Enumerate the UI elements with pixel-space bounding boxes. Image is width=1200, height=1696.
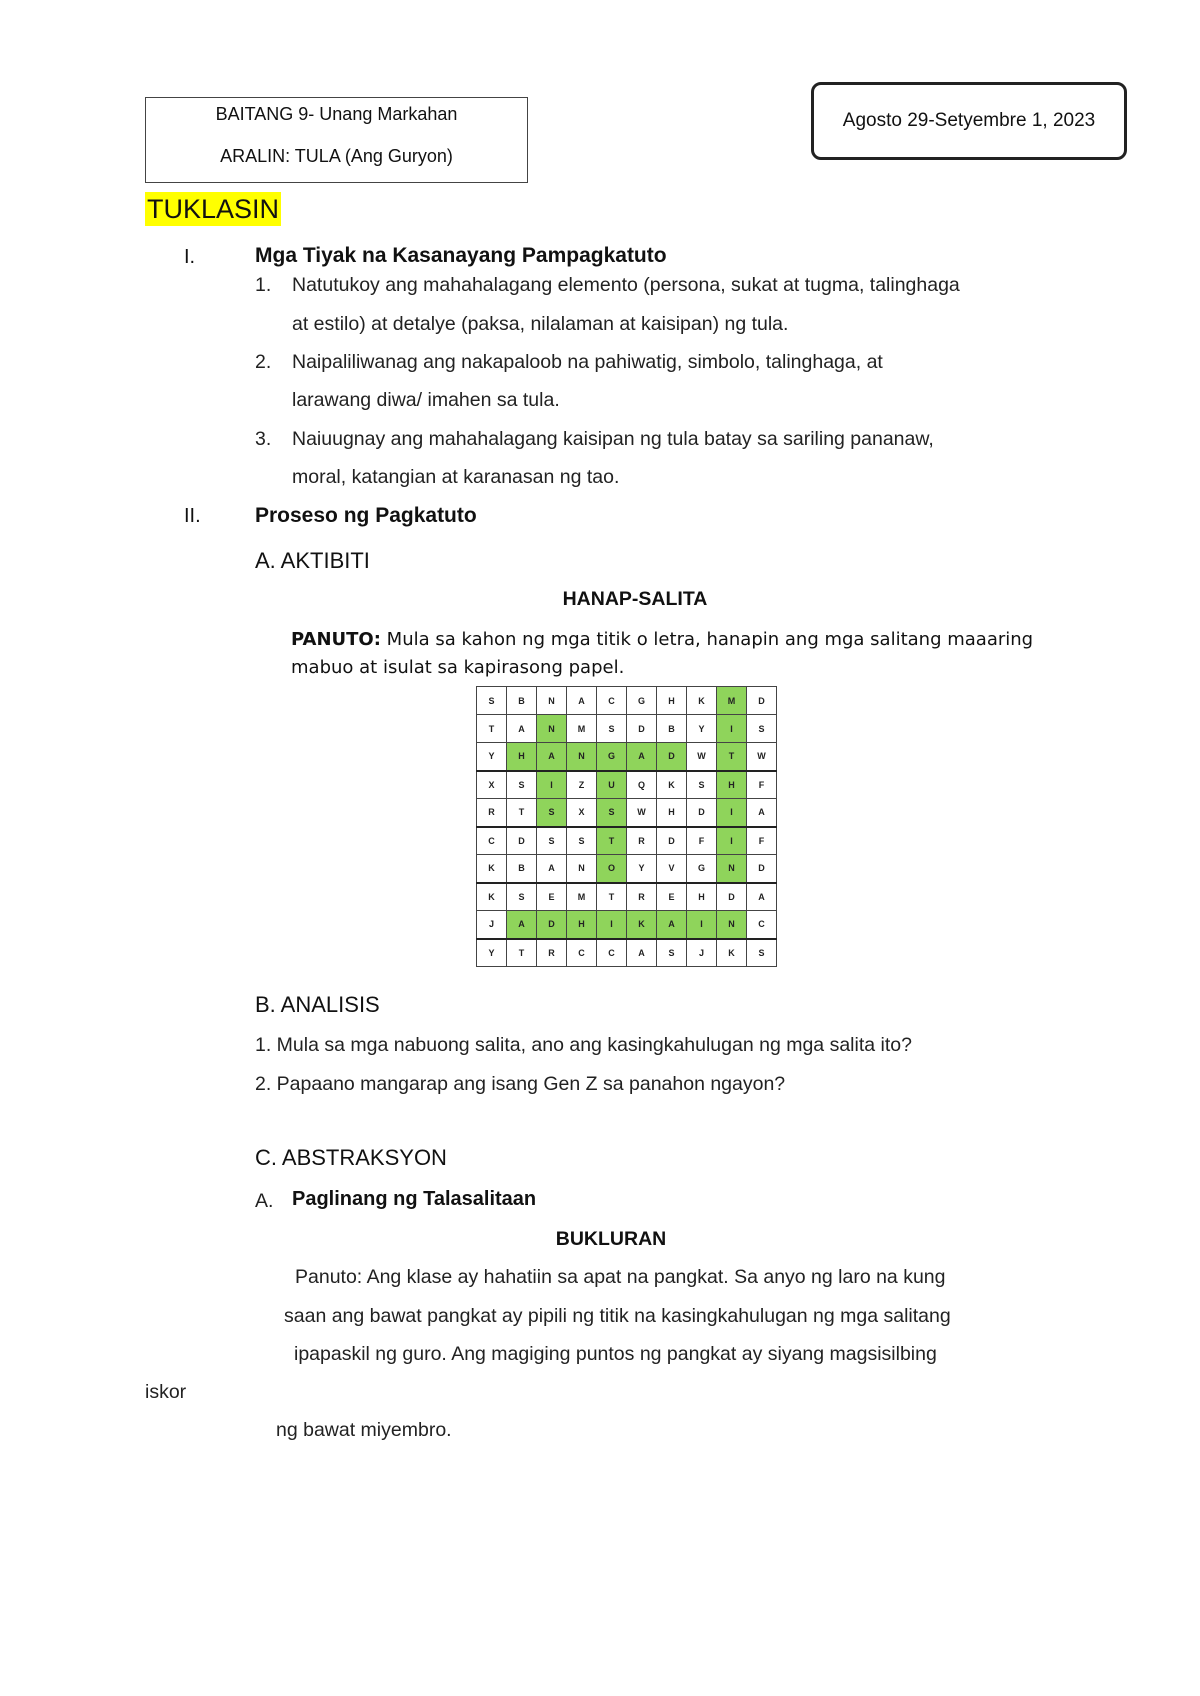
grid-cell: C <box>477 827 507 855</box>
grid-cell: E <box>657 883 687 911</box>
grid-cell: G <box>627 687 657 715</box>
grid-cell: Y <box>477 939 507 967</box>
grid-cell: D <box>537 911 567 939</box>
grid-cell: H <box>507 743 537 771</box>
grade-line: BAITANG 9- Unang Markahan <box>215 104 458 124</box>
grid-cell: D <box>687 799 717 827</box>
grid-cell: N <box>537 715 567 743</box>
grid-cell: E <box>537 883 567 911</box>
objective-2-line1: Naipaliliwanag ang nakapaloob na pahiwatig, simbolo, talinghaga, at <box>292 351 883 373</box>
grid-cell: U <box>597 771 627 799</box>
grid-cell: X <box>567 799 597 827</box>
grid-cell: J <box>687 939 717 967</box>
grid-cell: D <box>717 883 747 911</box>
part2-title: Proseso ng Pagkatuto <box>255 504 477 527</box>
grid-cell: C <box>597 687 627 715</box>
grid-cell: R <box>537 939 567 967</box>
abstraksyon-sub-title: Paglinang ng Talasalitaan <box>292 1188 537 1210</box>
objective-3-line1: Naiuugnay ang mahahalagang kaisipan ng tula batay sa sariling pananaw, <box>292 428 934 450</box>
bukluran-line-2: saan ang bawat pangkat ay pipili ng titik na kasingkahulugan ng mga salitang <box>284 1305 951 1327</box>
grid-cell: H <box>567 911 597 939</box>
grid-row <box>477 911 777 939</box>
date-box <box>811 82 1127 160</box>
grid-cell: D <box>657 827 687 855</box>
grid-cell: J <box>477 911 507 939</box>
analisis-heading: B. ANALISIS <box>255 992 380 1017</box>
grid-cell: T <box>597 827 627 855</box>
lesson-line: ARALIN: TULA (Ang Guryon) <box>220 146 453 166</box>
objective-2-line2: larawang diwa/ imahen sa tula. <box>292 389 560 411</box>
part1-title: Mga Tiyak na Kasanayang Pampagkatuto <box>255 244 667 267</box>
header-box <box>145 97 528 183</box>
grid-cell: N <box>567 743 597 771</box>
grid-cell: B <box>657 715 687 743</box>
grid-cell: Q <box>627 771 657 799</box>
grid-cell: I <box>537 771 567 799</box>
date-text: Agosto 29-Setyembre 1, 2023 <box>842 110 1096 131</box>
grid-cell: S <box>507 771 537 799</box>
grid-cell: I <box>717 799 747 827</box>
bukluran-line-3: ipapaskil ng guro. Ang magiging puntos ng pangkat ay siyang magsisilbing <box>294 1343 937 1365</box>
hanap-salita-title: HANAP-SALITA <box>562 588 708 610</box>
grid-cell: A <box>537 743 567 771</box>
part2-numeral: II. <box>184 505 201 527</box>
grid-cell: K <box>717 939 747 967</box>
grid-cell: S <box>477 687 507 715</box>
grid-cell: G <box>687 855 717 883</box>
grid-cell: H <box>717 771 747 799</box>
grid-cell: H <box>657 687 687 715</box>
grid-cell: M <box>567 883 597 911</box>
objective-1-line2: at estilo) at detalye (paksa, nilalaman at kaisipan) ng tula. <box>292 313 789 335</box>
bukluran-line-4: iskor <box>145 1381 187 1403</box>
part1-numeral: I. <box>184 246 196 268</box>
grid-row <box>477 799 777 827</box>
grid-cell: A <box>747 883 777 911</box>
grid-cell: K <box>627 911 657 939</box>
grid-row <box>477 687 777 715</box>
grid-cell: Y <box>627 855 657 883</box>
grid-cell: C <box>567 939 597 967</box>
grid-row <box>477 827 777 855</box>
grid-cell: S <box>687 771 717 799</box>
grid-cell: R <box>627 883 657 911</box>
grid-cell: M <box>567 715 597 743</box>
grid-cell: S <box>537 827 567 855</box>
bukluran-title: BUKLURAN <box>555 1228 667 1250</box>
grid-cell: S <box>747 715 777 743</box>
objective-1-line1: Natutukoy ang mahahalagang elemento (persona, sukat at tugma, talinghaga <box>292 274 960 296</box>
grid-cell: O <box>597 855 627 883</box>
aktibiti-instructions <box>291 626 1053 682</box>
grid-cell: H <box>687 883 717 911</box>
grid-cell: T <box>717 743 747 771</box>
grid-cell: S <box>597 715 627 743</box>
grid-cell: K <box>477 855 507 883</box>
panuto-text: Mula sa kahon ng mga titik o letra, hanapin ang mga salitang maaaring mabuo at isulat sa kapirasong papel. <box>291 629 1034 678</box>
analisis-question-2: 2. Papaano mangarap ang isang Gen Z sa panahon ngayon? <box>255 1073 786 1095</box>
grid-cell: B <box>507 687 537 715</box>
grid-cell: I <box>687 911 717 939</box>
grid-cell: F <box>687 827 717 855</box>
grid-cell: I <box>597 911 627 939</box>
grid-cell: Y <box>687 715 717 743</box>
grid-cell: N <box>537 687 567 715</box>
grid-cell: N <box>717 911 747 939</box>
grid-cell: M <box>717 687 747 715</box>
grid-row <box>477 939 777 967</box>
grid-cell: R <box>477 799 507 827</box>
grid-cell: A <box>567 687 597 715</box>
grid-cell: X <box>477 771 507 799</box>
grid-cell: A <box>747 799 777 827</box>
grid-cell: A <box>657 911 687 939</box>
grid-cell: W <box>747 743 777 771</box>
grid-cell: Y <box>477 743 507 771</box>
section-title: TUKLASIN <box>147 194 280 224</box>
grid-row <box>477 855 777 883</box>
grid-cell: S <box>597 799 627 827</box>
grid-cell: Z <box>567 771 597 799</box>
objective-2-number: 2. <box>255 351 272 373</box>
grid-cell: S <box>537 799 567 827</box>
grid-cell: S <box>507 883 537 911</box>
bukluran-line-5: ng bawat miyembro. <box>276 1419 452 1441</box>
grid-cell: S <box>747 939 777 967</box>
grid-cell: A <box>507 715 537 743</box>
bukluran-line-1: Panuto: Ang klase ay hahatiin sa apat na pangkat. Sa anyo ng laro na kung <box>295 1266 946 1288</box>
grid-cell: K <box>687 687 717 715</box>
grid-cell: I <box>717 827 747 855</box>
grid-row <box>477 771 777 799</box>
grid-cell: A <box>537 855 567 883</box>
grid-cell: C <box>747 911 777 939</box>
objective-1-number: 1. <box>255 274 272 296</box>
grid-cell: F <box>747 771 777 799</box>
grid-cell: N <box>717 855 747 883</box>
grid-cell: A <box>627 743 657 771</box>
grid-cell: R <box>627 827 657 855</box>
word-search-grid <box>476 686 777 967</box>
grid-cell: K <box>657 771 687 799</box>
grid-cell: W <box>687 743 717 771</box>
objective-3-number: 3. <box>255 428 272 450</box>
grid-cell: G <box>597 743 627 771</box>
grid-cell: N <box>567 855 597 883</box>
grid-cell: V <box>657 855 687 883</box>
aktibiti-heading: A. AKTIBITI <box>255 548 370 573</box>
grid-cell: T <box>597 883 627 911</box>
grid-cell: A <box>627 939 657 967</box>
abstraksyon-heading: C. ABSTRAKSYON <box>255 1145 447 1170</box>
objective-3-line2: moral, katangian at karanasan ng tao. <box>292 466 620 488</box>
abstraksyon-sub-letter: A. <box>255 1190 274 1212</box>
grid-cell: W <box>627 799 657 827</box>
grid-cell: H <box>657 799 687 827</box>
grid-cell: D <box>747 855 777 883</box>
grid-cell: F <box>747 827 777 855</box>
panuto-label: PANUTO: <box>291 629 381 650</box>
grid-cell: B <box>507 855 537 883</box>
grid-row <box>477 715 777 743</box>
analisis-question-1: 1. Mula sa mga nabuong salita, ano ang kasingkahulugan ng mga salita ito? <box>255 1034 912 1056</box>
grid-cell: T <box>477 715 507 743</box>
grid-cell: I <box>717 715 747 743</box>
grid-cell: D <box>747 687 777 715</box>
grid-row <box>477 883 777 911</box>
grid-cell: D <box>627 715 657 743</box>
grid-cell: C <box>597 939 627 967</box>
grid-cell: T <box>507 939 537 967</box>
grid-cell: T <box>507 799 537 827</box>
grid-cell: D <box>507 827 537 855</box>
grid-cell: S <box>567 827 597 855</box>
grid-cell: D <box>657 743 687 771</box>
grid-cell: K <box>477 883 507 911</box>
grid-cell: A <box>507 911 537 939</box>
grid-cell: S <box>657 939 687 967</box>
grid-row <box>477 743 777 771</box>
